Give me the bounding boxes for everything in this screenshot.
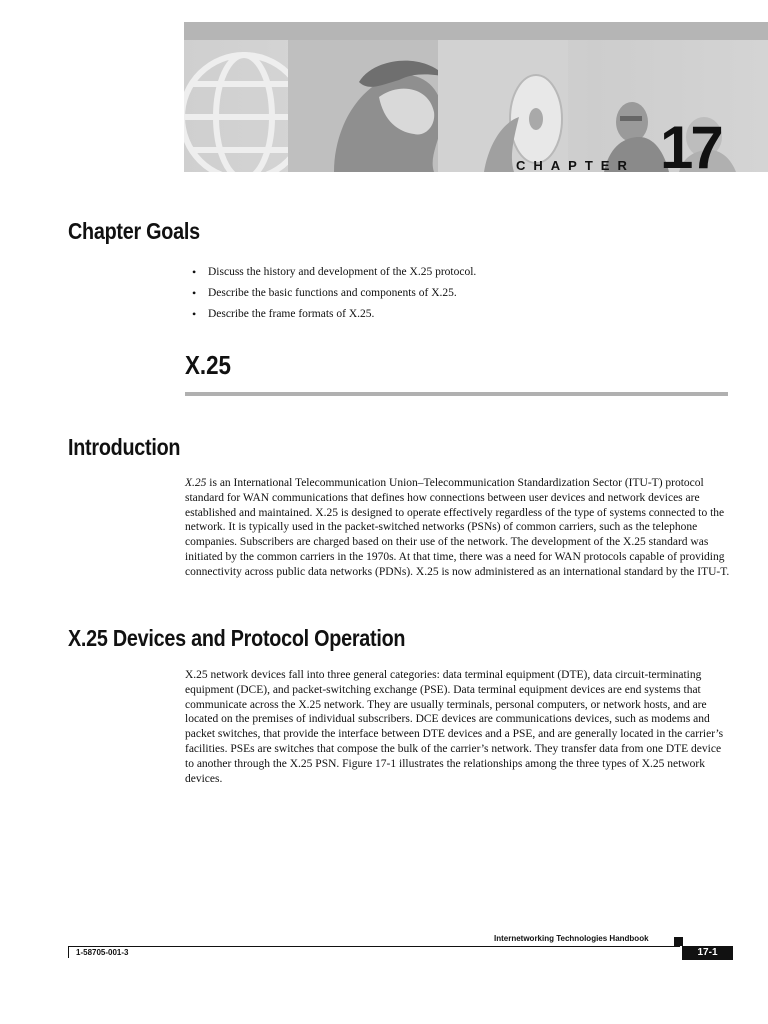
- page-title: X.25: [185, 350, 232, 380]
- list-item: • Describe the basic functions and components of X.25.: [192, 283, 476, 304]
- introduction-heading: Introduction: [68, 434, 181, 460]
- devices-heading: X.25 Devices and Protocol Operation: [68, 625, 406, 651]
- devices-paragraph: X.25 network devices fall into three general categories: data terminal equipment (DTE), data circuit-terminating equipment (DCE), and packet-switching exchange (PSE). Data terminal equipment devices are end systems that communicate across the X.25 network. They are usually terminals, personal computers, or network hosts, and are located on the premises of individual subscribers. DCE devices are communications devices, such as modems and packet switches, that provide the interface between DTE devices and a PSE, and are generally located in the carrier’s facilities. PSEs are switches that compose the bulk of the carrier’s network. They transfer data from one DTE device to another through the X.25 PSN. Figure 17-1 illustrates the relationships among the three types of X.25 network devices.: [185, 669, 724, 785]
- footer-tick: [68, 946, 69, 958]
- page-number: 17-1: [682, 946, 733, 960]
- chapter-goals-heading: Chapter Goals: [68, 218, 200, 244]
- title-divider: [185, 392, 728, 396]
- chapter-label: CHAPTER: [516, 158, 635, 173]
- list-item: • Describe the frame formats of X.25.: [192, 304, 476, 325]
- introduction-paragraph: [185, 476, 730, 580]
- chapter-number: 17: [660, 114, 721, 181]
- globe-icon: [184, 55, 306, 172]
- list-item: • Discuss the history and development of the X.25 protocol.: [192, 262, 476, 283]
- footer-isbn: 1-58705-001-3: [76, 948, 129, 957]
- intro-lead-term: X.25: [185, 477, 207, 489]
- footer-marker: [674, 937, 683, 946]
- footer-rule: [68, 946, 680, 947]
- goals-list: [192, 262, 476, 325]
- intro-body-text: is an International Telecommunication Union–Telecommunication Standardization Sector (ITU-T) protocol standard for WAN communications that defines how connections between user devices and network devices are established and maintained. X.25 is designed to operate effectively regardless of the type of systems connected to the network. It is typically used in the packet-switched networks (PSNs) of common carriers, such as the telephone companies. Subscribers are charged based on their use of the network. The development of the X.25 standard was initiated by the common carriers in the 1970s. At that time, there was a need for WAN protocols capable of providing connectivity across public data networks (PDNs). X.25 is now administered as an international standard by the ITU-T.: [185, 477, 730, 578]
- footer-book-title: Internetworking Technologies Handbook: [494, 934, 649, 943]
